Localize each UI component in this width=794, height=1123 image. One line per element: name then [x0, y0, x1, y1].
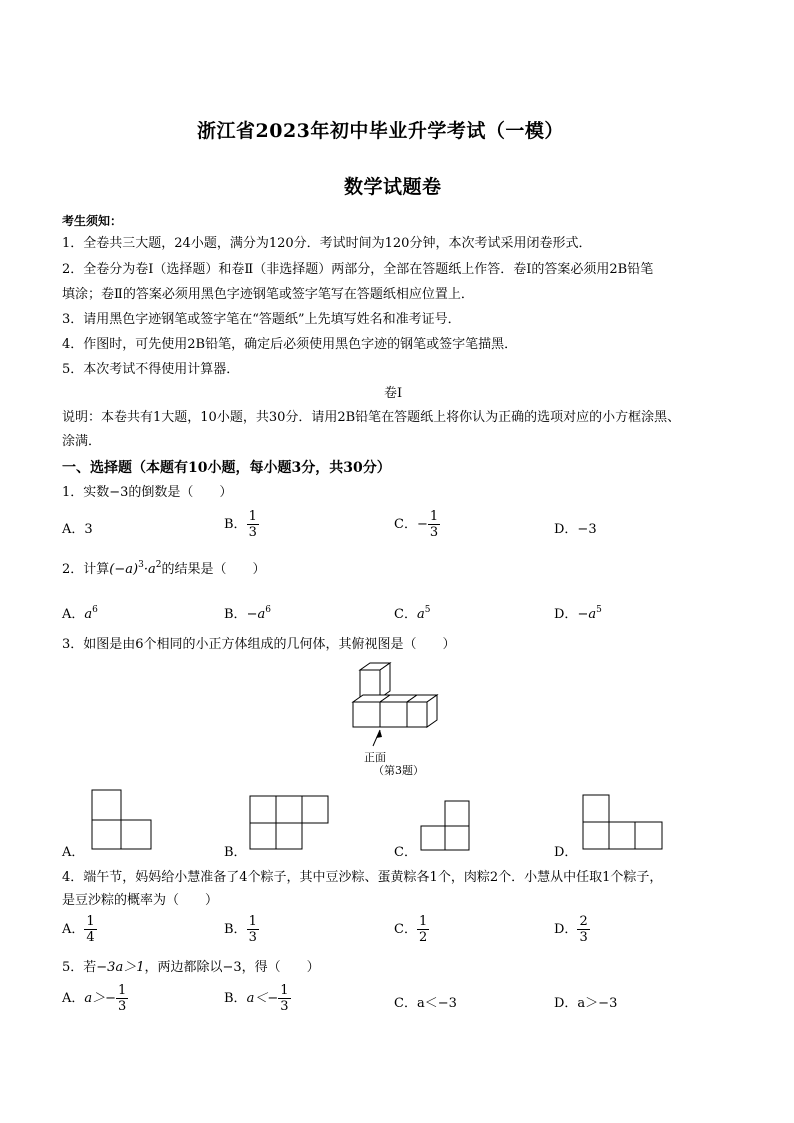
q3-option-d-label: D．	[554, 845, 578, 860]
q2-option-c-base: a	[416, 607, 425, 622]
q2-option-a-exp: 6	[92, 605, 98, 615]
notice-item-2-cont: 填涂；卷Ⅱ的答案必须用黑色字迹钢笔或签字笔写在答题纸相应位置上．	[62, 287, 474, 302]
q3-option-b-figure	[250, 796, 332, 852]
q2-option-b-prefix: B．	[224, 607, 247, 622]
notice-heading: 考生须知：	[62, 214, 123, 228]
q4-option-c	[394, 914, 429, 945]
q5-stem-suffix: ，两边都除以−3，得（ ）	[144, 960, 320, 975]
q4-option-a-prefix: A．	[62, 922, 85, 937]
fraction-denominator: 3	[280, 999, 289, 1014]
q4-option-a	[62, 914, 97, 945]
fraction-numerator: 1	[86, 914, 95, 929]
q4-option-d-fraction	[577, 914, 589, 945]
q5-option-a-prefix: A．	[62, 991, 85, 1006]
cube-top	[360, 663, 390, 698]
q3-option-c-label: C．	[394, 845, 417, 860]
q2-stem	[62, 560, 265, 580]
volume-desc-line2: 涂满．	[62, 434, 102, 449]
q5-option-a-fraction	[116, 983, 128, 1014]
cube-front-3	[407, 702, 427, 727]
fraction-numerator: 2	[579, 914, 588, 929]
notice-item-5: 5．本次考试不得使用计算器．	[62, 362, 240, 377]
q4-option-d	[554, 914, 590, 945]
q2-stem-expr: (−a)	[109, 562, 139, 577]
q2-option-c	[394, 603, 430, 622]
q5-option-a-expr: a＞−	[84, 991, 117, 1006]
fraction-denominator: 4	[86, 930, 95, 945]
q2-option-c-prefix: C．	[394, 607, 417, 622]
q2-option-a-prefix: A．	[62, 607, 85, 622]
q1-stem: 1．实数−3的倒数是（ ）	[62, 485, 233, 500]
cube-front-1	[353, 702, 380, 727]
q3-stem: 3．如图是由6个相同的小正方体组成的几何体，其俯视图是（ ）	[62, 637, 456, 652]
cube-front-2	[380, 702, 407, 727]
q3-figure-caption: （第3题）	[373, 764, 424, 777]
q5-stem-prefix: 5．若	[62, 960, 97, 975]
q5-option-b-expr: a＜−	[246, 991, 279, 1006]
q1-option-c-prefix: C．−	[394, 517, 428, 532]
q1-option-c	[394, 509, 440, 540]
q5-option-b-fraction	[278, 983, 290, 1014]
q1-option-c-fraction	[428, 509, 440, 540]
notice-item-3: 3．请用黑色字迹钢笔或签字笔在“答题纸”上先填写姓名和准考证号．	[62, 312, 461, 327]
q3-option-d-figure	[583, 795, 667, 853]
q2-option-a-base: a	[84, 607, 93, 622]
q2-option-b-exp: 6	[265, 605, 271, 615]
q2-stem-exp2: 2	[155, 560, 162, 570]
q2-option-b-base: −a	[246, 607, 266, 622]
q3-option-a-label: A．	[62, 845, 85, 860]
q4-option-c-prefix: C．	[394, 922, 417, 937]
q5-stem	[62, 958, 320, 978]
fraction-denominator: 3	[248, 930, 257, 945]
q4-option-c-fraction	[417, 914, 429, 945]
fraction-numerator: 1	[248, 509, 257, 524]
volume-label: 卷Ⅰ	[384, 386, 403, 401]
q3-option-b-label: B．	[224, 845, 247, 860]
q2-option-d-prefix: D．	[554, 607, 578, 622]
q5-option-d: D．a＞−3	[554, 996, 618, 1011]
q4-stem-line2: 是豆沙粽的概率为（ ）	[62, 893, 219, 908]
fraction-denominator: 3	[429, 525, 439, 540]
q4-stem-line1: 4．端午节，妈妈给小慧准备了4个粽子，其中豆沙粽、蛋黄粽各1个，肉粽2个．小慧从中任取1个粽子，	[62, 870, 663, 885]
exam-title: 浙江省2023年初中毕业升学考试（一模）	[197, 120, 564, 142]
q2-option-d-base: −a	[577, 607, 597, 622]
notice-item-1: 1．全卷共三大题，24小题，满分为120分．考试时间为120分钟，本次考试采用闭卷形式．	[62, 236, 592, 251]
q3-option-a-figure	[92, 790, 154, 852]
q2-option-b	[224, 603, 271, 622]
q2-option-d-exp: 5	[596, 605, 602, 615]
q3-option-c-figure	[421, 801, 473, 853]
fraction-denominator: 3	[118, 999, 127, 1014]
q5-option-b-prefix: B．	[224, 991, 247, 1006]
q2-stem-prefix: 2．计算	[62, 562, 110, 577]
q4-option-b	[224, 914, 259, 945]
fraction-denominator: 2	[418, 930, 428, 945]
q2-option-a	[62, 603, 98, 622]
section-heading: 一、选择题（本题有10小题，每小题3分，共30分）	[62, 460, 391, 476]
q4-option-b-fraction	[247, 914, 259, 945]
q5-option-c: C．a＜−3	[394, 996, 457, 1011]
q1-option-a: A．3	[62, 522, 93, 537]
q1-option-d: D．−3	[554, 522, 597, 537]
q4-option-b-prefix: B．	[224, 922, 247, 937]
fraction-denominator: 3	[248, 525, 257, 540]
q4-option-a-fraction	[84, 914, 96, 945]
q1-option-b-fraction	[247, 509, 259, 540]
fraction-denominator: 3	[579, 930, 588, 945]
q1-option-b-prefix: B．	[224, 517, 247, 532]
q5-stem-expr: −3a＞1	[96, 960, 145, 975]
fraction-numerator: 1	[429, 509, 439, 524]
q5-option-b	[224, 983, 291, 1014]
q3-cube-figure	[340, 660, 450, 755]
q2-stem-mid: ·a	[143, 562, 156, 577]
q3-front-label: 正面	[364, 751, 386, 764]
q4-option-d-prefix: D．	[554, 922, 578, 937]
exam-subtitle: 数学试题卷	[344, 176, 442, 198]
notice-item-4: 4．作图时，可先使用2B铅笔，确定后必须使用黑色字迹的钢笔或签字笔描黑．	[62, 337, 518, 352]
volume-desc-line1: 说明：本卷共有1大题，10小题，共30分．请用2B铅笔在答题纸上将你认为正确的选项对应的小方框涂黑、	[62, 410, 681, 425]
q2-stem-exp1: 3	[138, 560, 144, 570]
fraction-numerator: 1	[418, 914, 428, 929]
notice-item-2: 2．全卷分为卷Ⅰ（选择题）和卷Ⅱ（非选择题）两部分，全部在答题纸上作答．卷Ⅰ的答案必须用2B铅笔	[62, 262, 654, 277]
fraction-numerator: 1	[280, 983, 289, 998]
q2-stem-suffix: 的结果是（ ）	[161, 562, 266, 577]
fraction-numerator: 1	[248, 914, 257, 929]
q2-option-d	[554, 603, 602, 622]
q1-option-b	[224, 509, 259, 540]
fraction-numerator: 1	[118, 983, 127, 998]
q2-option-c-exp: 5	[424, 605, 431, 615]
q5-option-a	[62, 983, 128, 1014]
